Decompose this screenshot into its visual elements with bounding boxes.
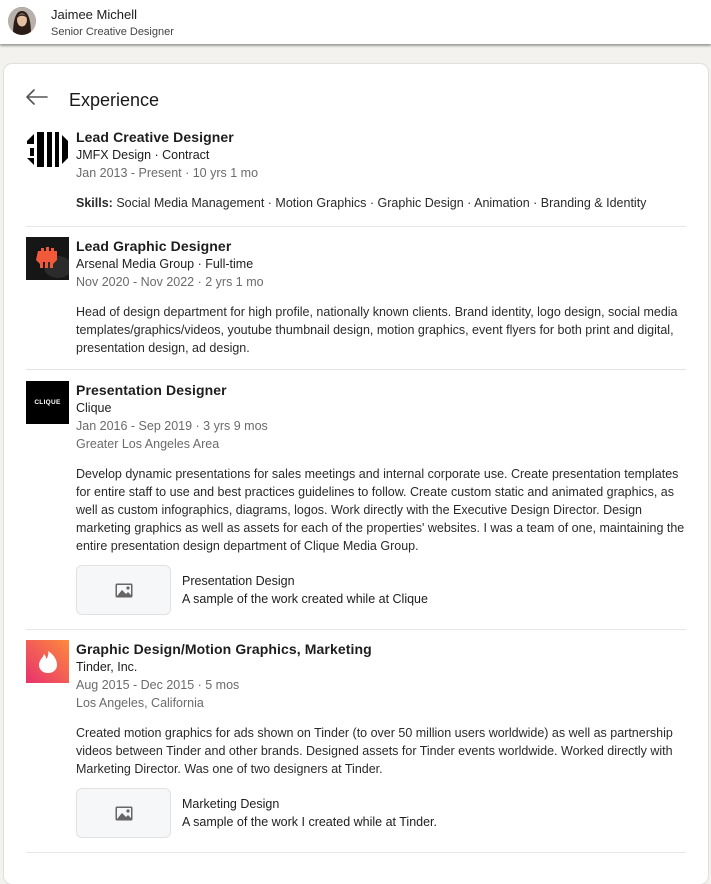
divider bbox=[26, 629, 686, 630]
job-dates: Aug 2015 - Dec 2015 · 5 mos bbox=[76, 678, 240, 692]
profile-topbar bbox=[0, 0, 711, 44]
media-thumbnail[interactable] bbox=[76, 788, 171, 838]
job-description: Head of design department for high profile, nationally known clients. Brand identity, logo design, social media templates/graphics/videos, youtube thumbnail design, motion graphics, event flyers for both print and digital, presentation design, ad design. bbox=[76, 305, 678, 355]
company-name[interactable]: Clique bbox=[76, 401, 112, 415]
tinder-flame-icon bbox=[38, 650, 58, 674]
skills-label: Skills: bbox=[76, 196, 113, 210]
divider bbox=[26, 226, 686, 227]
company-logo[interactable] bbox=[26, 640, 69, 683]
media-attachment[interactable] bbox=[76, 565, 688, 616]
arrow-left-icon bbox=[26, 88, 48, 106]
clique-logo-icon: CLIQUE bbox=[34, 399, 61, 406]
company-name[interactable]: JMFX Design · Contract bbox=[76, 148, 210, 162]
jmfx-logo-icon bbox=[26, 128, 69, 171]
media-description: A sample of the work I created while at Tinder. bbox=[182, 815, 437, 829]
media-title[interactable]: Presentation Design bbox=[182, 574, 295, 588]
media-attachment[interactable] bbox=[76, 788, 688, 839]
company-name[interactable]: Arsenal Media Group · Full-time bbox=[76, 257, 254, 271]
job-title: Graphic Design/Motion Graphics, Marketing bbox=[76, 641, 372, 657]
profile-avatar[interactable] bbox=[8, 7, 36, 35]
skills-list: Social Media Management · Motion Graphics · Graphic Design · Animation · Branding & Identity bbox=[116, 196, 647, 210]
job-dates: Jan 2013 - Present · 10 yrs 1 mo bbox=[76, 166, 259, 180]
experience-body bbox=[76, 381, 688, 616]
job-skills[interactable] bbox=[76, 194, 688, 212]
image-icon bbox=[115, 583, 133, 598]
avatar-photo-icon bbox=[8, 7, 36, 35]
divider bbox=[26, 369, 686, 370]
experience-body bbox=[76, 237, 688, 357]
profile-name[interactable]: Jaimee Michell bbox=[51, 7, 137, 22]
media-title[interactable]: Marketing Design bbox=[182, 797, 280, 811]
experience-card bbox=[4, 64, 708, 884]
job-location: Greater Los Angeles Area bbox=[76, 437, 220, 451]
divider bbox=[26, 852, 686, 853]
job-title: Presentation Designer bbox=[76, 382, 227, 398]
media-description: A sample of the work created while at Clique bbox=[182, 592, 428, 606]
job-title: Lead Graphic Designer bbox=[76, 238, 232, 254]
job-title: Lead Creative Designer bbox=[76, 129, 234, 145]
job-dates: Jan 2016 - Sep 2019 · 3 yrs 9 mos bbox=[76, 419, 268, 433]
media-thumbnail[interactable] bbox=[76, 565, 171, 615]
back-button[interactable] bbox=[26, 88, 48, 108]
arsenal-logo-icon bbox=[26, 237, 69, 280]
job-description: Created motion graphics for ads shown on Tinder (to over 50 million users worldwide) as well as partnership videos between Tinder and other brands. Designed assets for Tinder events worldwide. Worked directly with Marketing Director. Was one of two designers at Tinder. bbox=[76, 726, 673, 776]
company-logo[interactable] bbox=[26, 128, 69, 171]
image-icon bbox=[115, 806, 133, 821]
company-name[interactable]: Tinder, Inc. bbox=[76, 660, 138, 674]
company-logo[interactable] bbox=[26, 381, 69, 424]
profile-headline: Senior Creative Designer bbox=[51, 26, 174, 38]
experience-body bbox=[76, 128, 688, 212]
job-location: Los Angeles, California bbox=[76, 696, 204, 710]
job-dates: Nov 2020 - Nov 2022 · 2 yrs 1 mo bbox=[76, 275, 264, 289]
page-title: Experience bbox=[69, 90, 160, 110]
experience-body bbox=[76, 640, 688, 839]
job-description: Develop dynamic presentations for sales meetings and internal corporate use. Create presentation templates for entire staff to use and best practices guidelines to follow. Create custom static and animated graphics, as well as custom infographics, diagrams, logos. Work directly with the Executive Design Director. Design marketing graphics as well as assets for each of the properties' websites. I was a team of one, maintaining the entire presentation design department of Clique Media Group. bbox=[76, 467, 685, 553]
company-logo[interactable] bbox=[26, 237, 69, 280]
